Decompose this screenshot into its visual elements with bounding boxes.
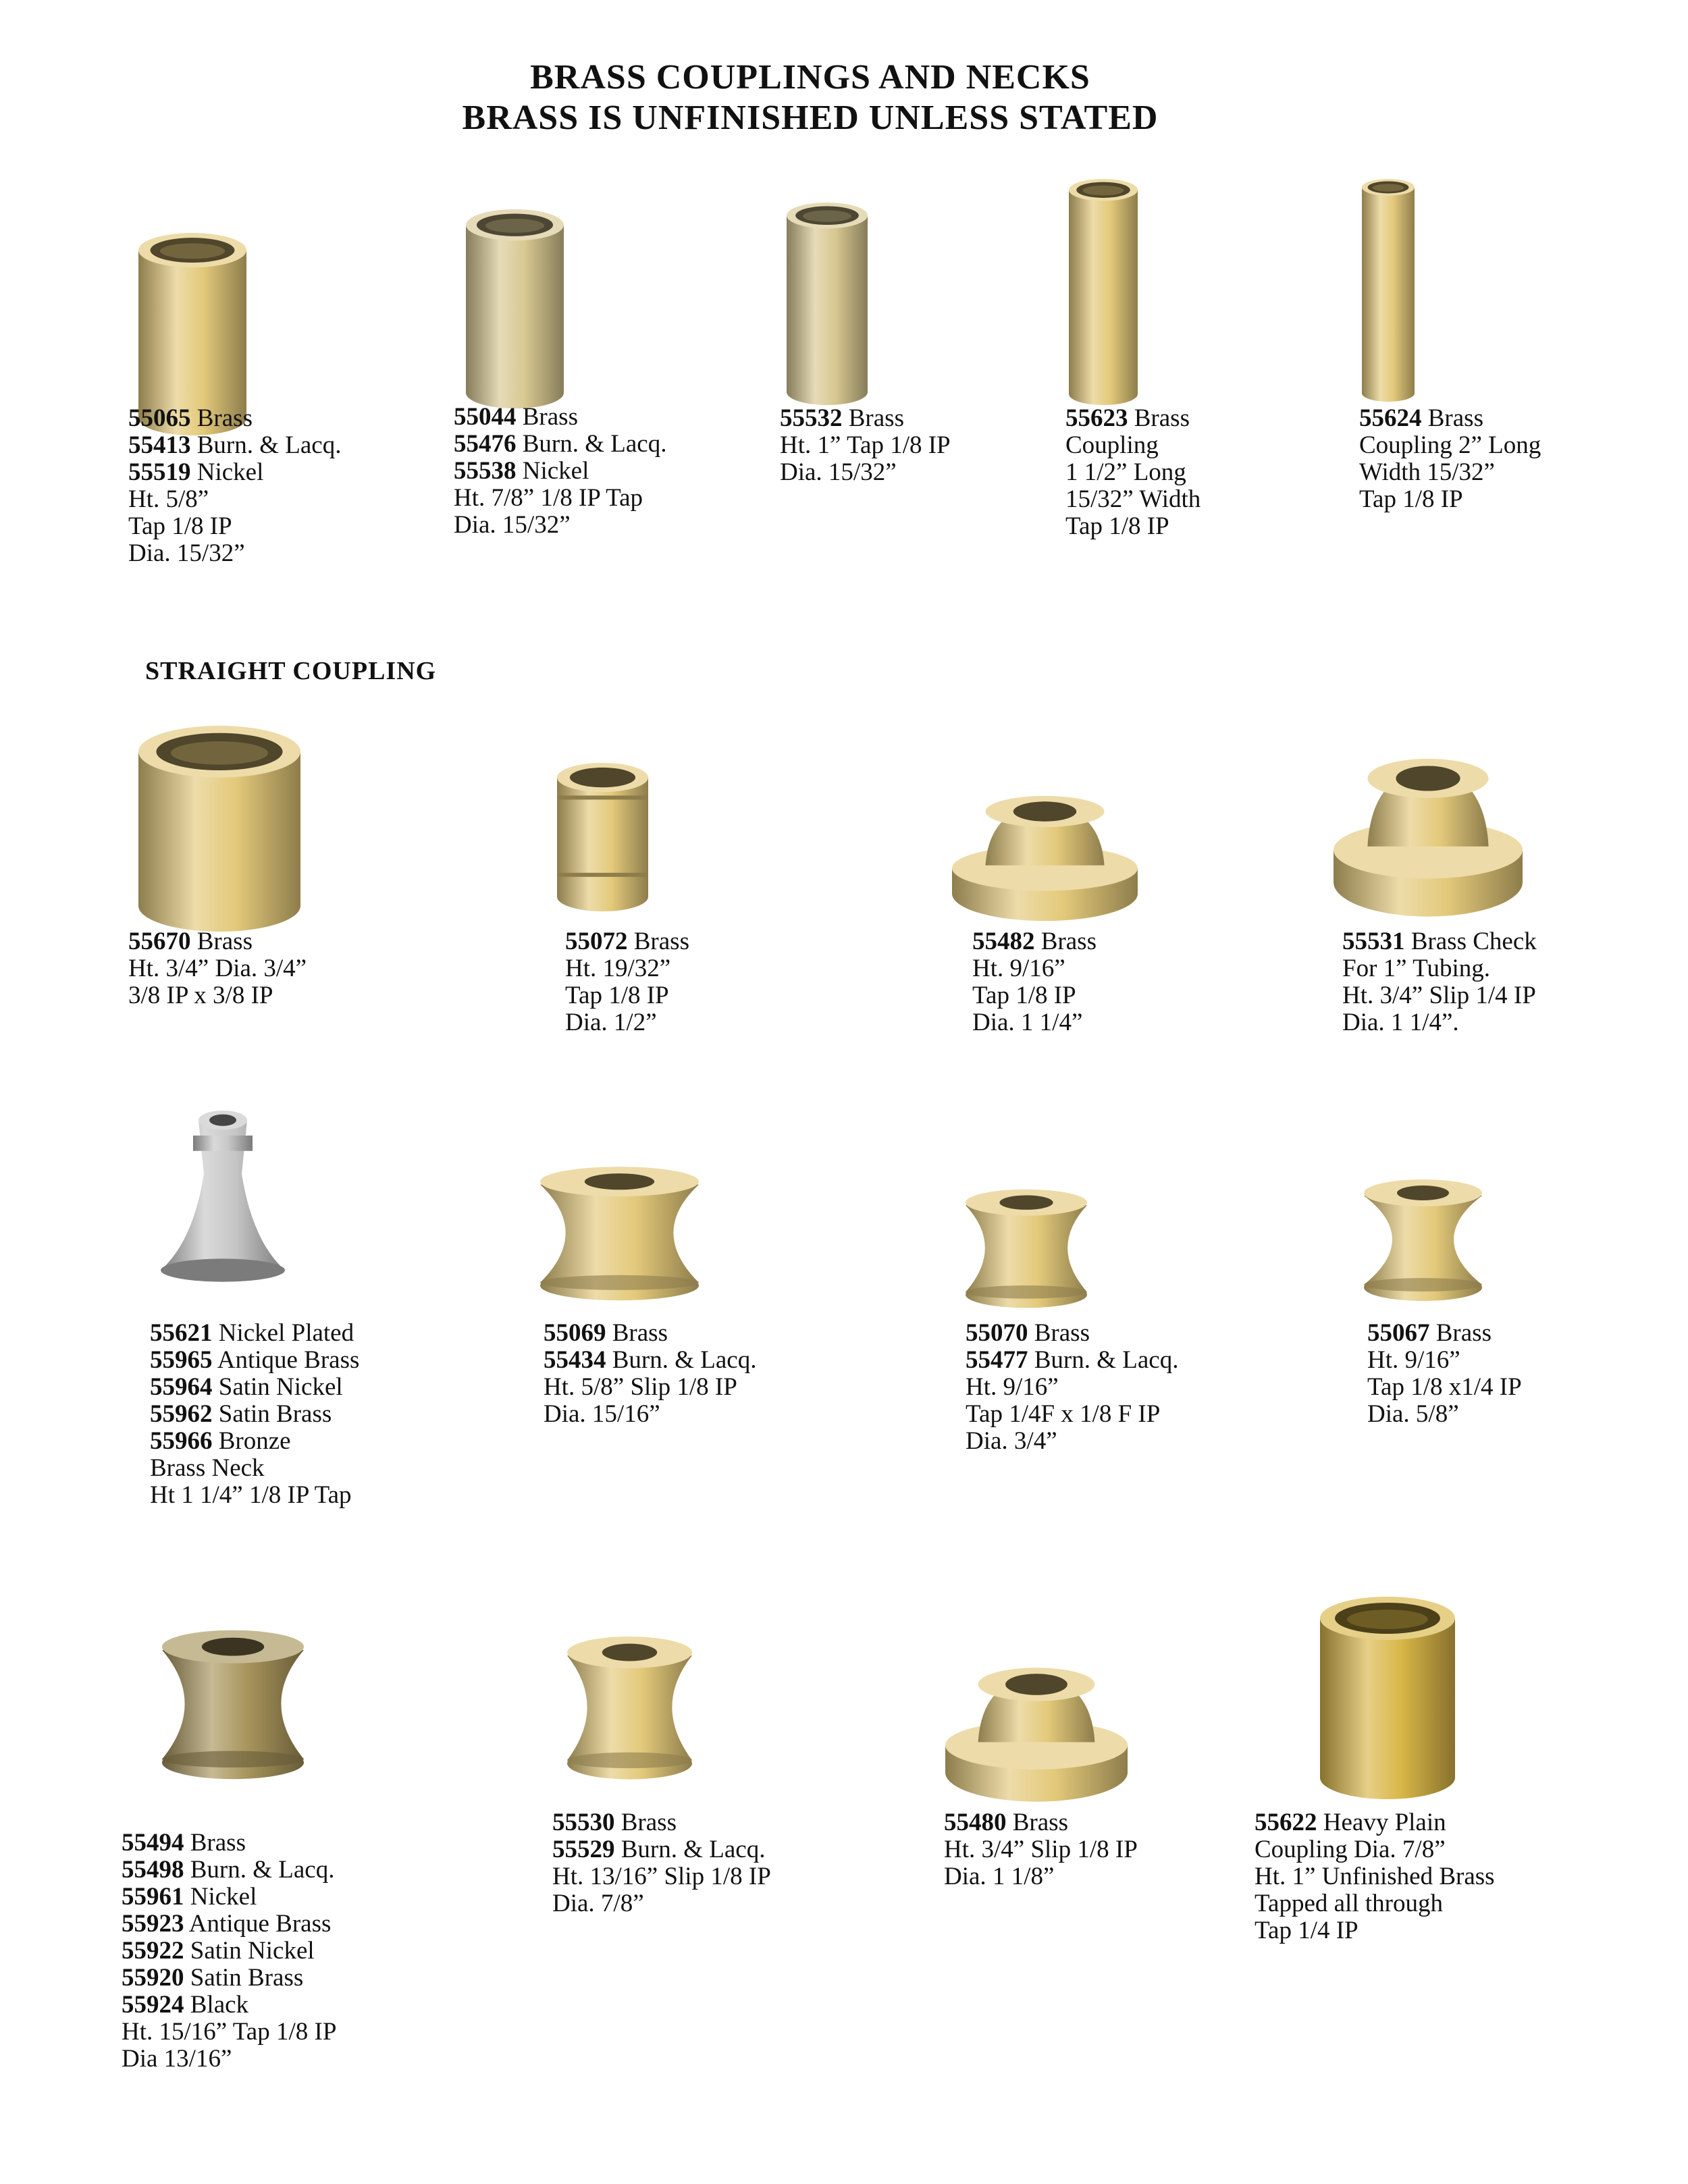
caption-line <box>544 1320 756 1347</box>
caption-line <box>780 459 951 486</box>
product-photo <box>787 203 868 405</box>
item-number: 55623 <box>1065 404 1128 432</box>
item-description: 1 1/2” Long <box>1065 458 1186 486</box>
item-number: 55529 <box>552 1836 615 1863</box>
item-description: Brass <box>1435 1319 1492 1347</box>
page-title-line-1: BRASS COUPLINGS AND NECKS <box>530 58 1090 97</box>
caption-line <box>565 982 689 1009</box>
caption-line <box>1367 1320 1522 1347</box>
caption-line <box>944 1836 1138 1863</box>
item-description: Ht. 1” Tap 1/8 IP <box>780 431 951 459</box>
caption-line <box>122 1830 336 1857</box>
item-description: Ht. 7/8” 1/8 IP Tap <box>454 484 643 512</box>
item-number: 55964 <box>150 1373 213 1401</box>
item-description: Ht. 9/16” <box>1367 1346 1460 1374</box>
product-caption <box>150 1320 359 1509</box>
item-number: 55920 <box>122 1964 184 1992</box>
caption-line <box>454 485 666 512</box>
caption-line <box>565 955 689 982</box>
item-description: Burn. & Lacq. <box>612 1346 757 1374</box>
item-description: For 1” Tubing. <box>1342 955 1490 982</box>
item-description: Dia. 1/2” <box>565 1009 657 1036</box>
item-description: Dia. 1 1/8” <box>944 1863 1055 1890</box>
item-number: 55480 <box>944 1809 1007 1836</box>
item-description: Brass <box>196 404 253 432</box>
item-description: Dia. 15/32” <box>128 539 245 567</box>
item-number: 55923 <box>122 1910 184 1938</box>
product-photo <box>966 1181 1087 1313</box>
item-number: 55065 <box>128 404 191 432</box>
product-caption <box>1367 1320 1522 1428</box>
item-description: Nickel <box>196 458 264 486</box>
caption-line <box>1255 1863 1495 1890</box>
product-caption <box>1342 928 1537 1036</box>
item-description: Dia. 15/32” <box>454 511 571 539</box>
product-caption <box>966 1320 1178 1455</box>
item-description: Dia. 15/16” <box>544 1400 660 1428</box>
caption-line <box>1367 1401 1522 1428</box>
item-description: Coupling 2” Long <box>1359 431 1541 459</box>
item-description: Tap 1/8 x1/4 IP <box>1367 1373 1522 1401</box>
item-description: 15/32” Width <box>1065 485 1201 513</box>
caption-line <box>150 1482 359 1509</box>
item-description: Satin Nickel <box>218 1373 343 1401</box>
item-description: Brass <box>1427 404 1483 432</box>
caption-line <box>544 1401 756 1428</box>
caption-line <box>1359 459 1541 486</box>
item-description: Tap 1/8 IP <box>128 512 232 540</box>
item-description: Tap 1/4 IP <box>1255 1917 1359 1944</box>
item-number: 55624 <box>1359 404 1422 432</box>
item-description: Nickel <box>522 457 589 485</box>
product-photo <box>567 1627 692 1786</box>
caption-line <box>150 1374 359 1401</box>
item-description: Brass <box>1012 1809 1068 1836</box>
item-number: 55070 <box>966 1319 1028 1347</box>
product-caption <box>552 1809 771 1917</box>
item-description: Brass <box>621 1809 677 1836</box>
item-description: Burn. & Lacq. <box>190 1856 335 1884</box>
item-description: Burn. & Lacq. <box>621 1836 766 1863</box>
item-description: Ht. 9/16” <box>966 1373 1059 1401</box>
caption-line <box>1065 432 1201 459</box>
item-description: Ht. 3/4” Slip 1/4 IP <box>1342 982 1536 1009</box>
item-number: 55434 <box>544 1346 606 1374</box>
product-caption <box>780 405 951 486</box>
item-description: Brass <box>1034 1319 1090 1347</box>
item-description: Ht. 15/16” Tap 1/8 IP <box>122 2018 337 2046</box>
caption-line <box>966 1401 1178 1428</box>
caption-line <box>122 2046 336 2073</box>
product-caption <box>944 1809 1138 1890</box>
caption-line <box>972 982 1097 1009</box>
caption-line <box>544 1347 756 1374</box>
item-description: Tap 1/8 IP <box>972 982 1076 1009</box>
item-description: Nickel <box>190 1883 257 1911</box>
caption-line <box>1342 928 1537 955</box>
item-description: Nickel Plated <box>218 1319 354 1347</box>
item-description: Dia 13/16” <box>122 2045 232 2073</box>
caption-line <box>780 432 951 459</box>
caption-line <box>454 404 666 431</box>
item-description: Black <box>190 1991 249 2019</box>
product-photo <box>1362 179 1415 402</box>
caption-line <box>780 405 951 432</box>
product-photo <box>466 209 564 408</box>
caption-line <box>972 955 1097 982</box>
item-description: Tapped all through <box>1255 1890 1443 1917</box>
caption-line <box>972 1009 1097 1036</box>
item-description: Width 15/32” <box>1359 458 1495 486</box>
caption-line <box>565 1009 689 1036</box>
caption-line <box>1065 486 1201 513</box>
product-photo <box>557 763 648 911</box>
item-number: 55072 <box>565 928 628 955</box>
item-description: Antique Brass <box>188 1910 332 1938</box>
item-description: Antique Brass <box>217 1346 360 1374</box>
caption-line <box>1359 432 1541 459</box>
item-description: Dia. 5/8” <box>1367 1400 1459 1428</box>
product-caption <box>565 928 689 1036</box>
item-description: Brass Neck <box>150 1454 265 1482</box>
item-description: Ht. 13/16” Slip 1/8 IP <box>552 1863 771 1890</box>
caption-line <box>122 1857 336 1884</box>
item-description: Brass <box>522 403 578 431</box>
caption-line <box>544 1374 756 1401</box>
item-description: Coupling Dia. 7/8” <box>1255 1836 1446 1863</box>
item-description: Ht. 5/8” <box>128 485 209 513</box>
item-number: 55530 <box>552 1809 615 1836</box>
caption-line <box>1342 982 1537 1009</box>
caption-line <box>122 1965 336 1992</box>
item-description: Brass <box>612 1319 668 1347</box>
item-number: 55532 <box>780 404 843 432</box>
item-description: 3/8 IP x 3/8 IP <box>128 982 273 1009</box>
caption-line <box>128 982 307 1009</box>
item-number: 55622 <box>1255 1809 1317 1836</box>
item-description: Dia. 3/4” <box>966 1427 1057 1455</box>
item-description: Tap 1/8 IP <box>1065 512 1169 540</box>
caption-line <box>128 405 341 432</box>
caption-line <box>1342 1009 1537 1036</box>
caption-line <box>552 1836 771 1863</box>
caption-line <box>1065 459 1201 486</box>
item-number: 55621 <box>150 1319 213 1347</box>
caption-line <box>966 1428 1178 1455</box>
caption-line <box>122 1992 336 2019</box>
caption-line <box>128 540 341 567</box>
item-description: Ht. 9/16” <box>972 955 1065 982</box>
product-caption <box>1065 405 1201 540</box>
item-description: Tap 1/8 IP <box>565 982 669 1009</box>
product-caption <box>128 928 307 1009</box>
caption-line <box>454 512 666 539</box>
item-description: Brass <box>633 928 689 955</box>
caption-line <box>972 928 1097 955</box>
item-description: Brass <box>196 928 253 955</box>
item-description: Brass <box>190 1829 246 1857</box>
item-description: Heavy Plain <box>1323 1809 1446 1836</box>
item-description: Ht. 3/4” Slip 1/8 IP <box>944 1836 1138 1863</box>
caption-line <box>128 432 341 459</box>
caption-line <box>1342 955 1537 982</box>
item-number: 55477 <box>966 1346 1028 1374</box>
item-description: Ht. 5/8” Slip 1/8 IP <box>544 1373 737 1401</box>
product-photo <box>155 1097 290 1289</box>
caption-line <box>1255 1809 1495 1836</box>
item-number: 55413 <box>128 431 191 459</box>
caption-line <box>1359 405 1541 432</box>
item-description: Brass <box>1134 404 1190 432</box>
product-caption <box>972 928 1097 1036</box>
caption-line <box>1065 405 1201 432</box>
item-description: Dia. 1 1/4” <box>972 1009 1083 1036</box>
product-photo <box>945 1654 1128 1806</box>
product-photo <box>162 1620 304 1786</box>
caption-line <box>128 928 307 955</box>
product-photo <box>1320 1597 1455 1799</box>
item-description: Brass <box>1040 928 1097 955</box>
caption-line <box>128 955 307 982</box>
caption-line <box>1367 1374 1522 1401</box>
caption-line <box>966 1347 1178 1374</box>
item-number: 55067 <box>1367 1319 1430 1347</box>
product-photo <box>1069 179 1138 405</box>
item-number: 55498 <box>122 1856 184 1884</box>
item-description: Tap 1/4F x 1/8 F IP <box>966 1400 1161 1428</box>
item-description: Burn. & Lacq. <box>1034 1346 1179 1374</box>
item-description: Brass Check <box>1410 928 1537 955</box>
item-description: Coupling <box>1065 431 1159 459</box>
item-description: Ht 1 1/4” 1/8 IP Tap <box>150 1481 352 1509</box>
product-caption <box>128 405 341 567</box>
product-caption <box>1359 405 1541 513</box>
caption-line <box>1359 486 1541 513</box>
item-number: 55922 <box>122 1937 184 1965</box>
caption-line <box>150 1428 359 1455</box>
item-description: Dia. 7/8” <box>552 1890 644 1917</box>
item-description: Ht. 19/32” <box>565 955 671 982</box>
caption-line <box>454 458 666 485</box>
item-number: 55476 <box>454 430 517 458</box>
caption-line <box>150 1347 359 1374</box>
item-number: 55069 <box>544 1319 606 1347</box>
caption-line <box>552 1863 771 1890</box>
caption-line <box>122 1911 336 1938</box>
item-description: Satin Brass <box>218 1400 332 1428</box>
caption-line <box>122 2019 336 2046</box>
caption-line <box>1367 1347 1522 1374</box>
product-photo <box>540 1158 699 1306</box>
product-photo <box>1334 743 1523 922</box>
section-heading-straight-coupling: STRAIGHT COUPLING <box>145 657 437 685</box>
caption-line <box>966 1320 1178 1347</box>
item-number: 55044 <box>454 403 517 431</box>
item-description: Dia. 15/32” <box>780 458 897 486</box>
item-number: 55538 <box>454 457 517 485</box>
caption-line <box>1065 513 1201 540</box>
caption-line <box>1255 1917 1495 1944</box>
item-description: Dia. 1 1/4”. <box>1342 1009 1459 1036</box>
item-description: Brass <box>848 404 904 432</box>
item-description: Bronze <box>218 1427 291 1455</box>
page-title-line-2: BRASS IS UNFINISHED UNLESS STATED <box>462 99 1159 137</box>
product-caption <box>454 404 666 539</box>
caption-line <box>122 1884 336 1911</box>
item-number: 55961 <box>122 1883 184 1911</box>
caption-line <box>1255 1836 1495 1863</box>
caption-line <box>150 1320 359 1347</box>
item-number: 55531 <box>1342 928 1405 955</box>
caption-line <box>150 1401 359 1428</box>
product-photo <box>952 783 1138 925</box>
caption-line <box>944 1863 1138 1890</box>
item-description: Burn. & Lacq. <box>196 431 342 459</box>
item-description: Ht. 3/4” Dia. 3/4” <box>128 955 307 982</box>
product-photo <box>1364 1171 1482 1306</box>
caption-line <box>565 928 689 955</box>
item-number: 55482 <box>972 928 1035 955</box>
caption-line <box>150 1455 359 1482</box>
caption-line <box>552 1890 771 1917</box>
caption-line <box>966 1374 1178 1401</box>
item-number: 55519 <box>128 458 191 486</box>
item-description: Satin Brass <box>190 1964 304 1992</box>
product-photo <box>138 726 300 932</box>
caption-line <box>552 1809 771 1836</box>
item-number: 55494 <box>122 1829 184 1857</box>
caption-line <box>944 1809 1138 1836</box>
product-caption <box>544 1320 756 1428</box>
item-description: Satin Nickel <box>190 1937 315 1965</box>
item-description: Burn. & Lacq. <box>522 430 667 458</box>
product-caption <box>1255 1809 1495 1944</box>
caption-line <box>454 431 666 458</box>
item-description: Ht. 1” Unfinished Brass <box>1255 1863 1495 1890</box>
product-caption <box>122 1830 336 2073</box>
item-description: Tap 1/8 IP <box>1359 485 1463 513</box>
item-number: 55924 <box>122 1991 184 2019</box>
caption-line <box>128 486 341 513</box>
item-number: 55962 <box>150 1400 213 1428</box>
caption-line <box>128 513 341 540</box>
caption-line <box>122 1938 336 1965</box>
caption-line <box>1255 1890 1495 1917</box>
caption-line <box>128 459 341 486</box>
item-number: 55965 <box>150 1346 213 1374</box>
item-number: 55670 <box>128 928 191 955</box>
item-number: 55966 <box>150 1427 213 1455</box>
